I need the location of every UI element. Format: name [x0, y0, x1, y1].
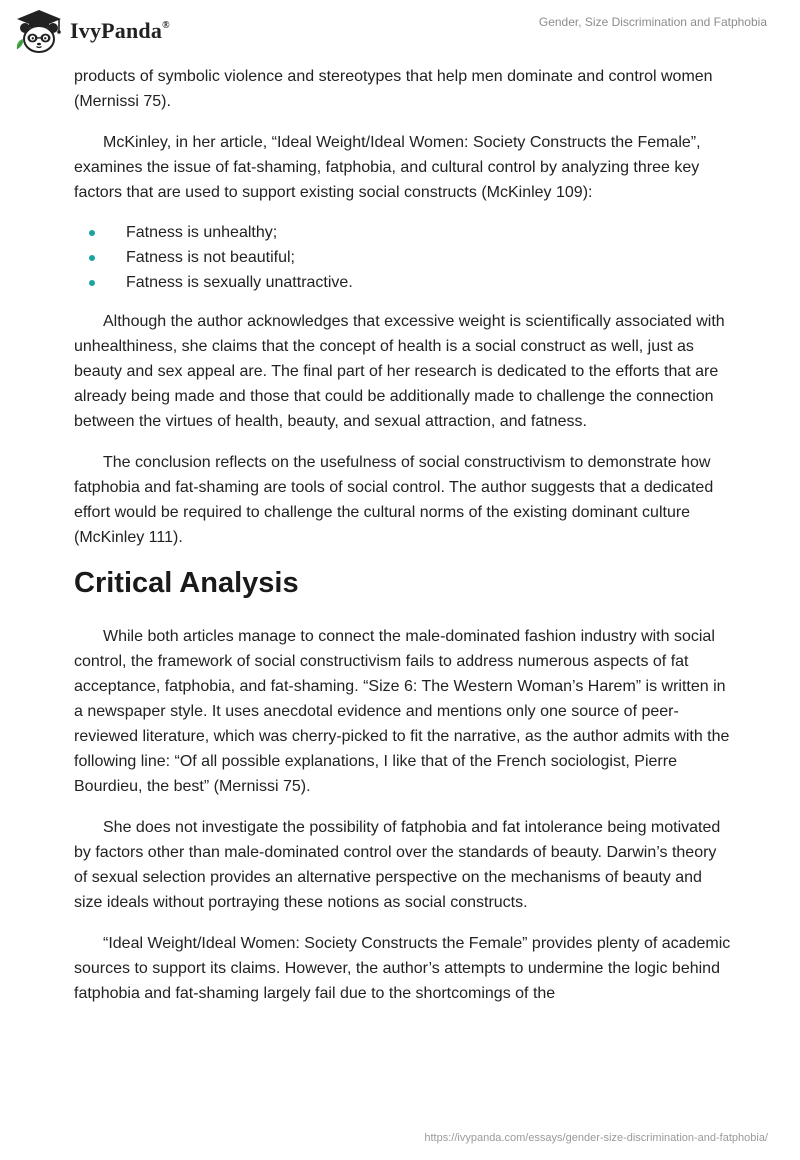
list-item-text: Fatness is unhealthy; — [126, 224, 278, 241]
list-item — [74, 245, 734, 270]
essay-content — [74, 64, 734, 1022]
logo-name: IvyPanda — [70, 18, 163, 43]
page-header — [0, 0, 800, 66]
source-url[interactable]: https://ivypanda.com/essays/gender-size-discrimination-and-fatphobia/ — [424, 1132, 768, 1144]
list-item — [74, 220, 734, 245]
paragraph: products of symbolic violence and stereotypes that help men dominate and control women (Mernissi 75). — [74, 68, 713, 110]
bullet-icon — [89, 255, 95, 261]
bullet-icon — [89, 280, 95, 286]
bullet-icon — [89, 230, 95, 236]
paragraph: Although the author acknowledges that excessive weight is scientifically associated with unhealthiness, she claims that the concept of health is a social construct as well, just as beauty and sex appeal are. The final part of her research is dedicated to the efforts that are already being made and those that could be additionally made to challenge the connection between the virtues of health, beauty, and sexual attraction, and fatness. — [74, 313, 725, 430]
logo-text — [70, 18, 170, 44]
paragraph: The conclusion reflects on the usefulness of social constructivism to demonstrate how fatphobia and fat-shaming are tools of social control. The author suggests that a dedicated effort would be required to challenge the cultural norms of the existing dominant culture (McKinley 111). — [74, 454, 714, 546]
logo-registered-mark: ® — [162, 20, 170, 31]
paragraph: “Ideal Weight/Ideal Women: Society Constructs the Female” provides plenty of academic sources to support its claims. However, the author’s attempts to undermine the logic behind fatphobia and fat-shaming largely fail due to the shortcomings of the — [74, 935, 731, 1002]
ivypanda-logo[interactable] — [14, 9, 170, 53]
panda-graduate-icon — [14, 9, 64, 53]
list-item-text: Fatness is sexually unattractive. — [126, 274, 353, 291]
paragraph: She does not investigate the possibility of fatphobia and fat intolerance being motivated by factors other than male-dominated control over the standards of beauty. Darwin’s theory of sexual selection provides an alternative perspective on the mechanisms of beauty and size ideals without portraying these notions as social constructs. — [74, 819, 721, 911]
document-title: Gender, Size Discrimination and Fatphobia — [538, 15, 767, 29]
factors-list — [74, 220, 734, 295]
paragraph: McKinley, in her article, “Ideal Weight/Ideal Women: Society Constructs the Female”, examines the issue of fat-shaming, fatphobia, and cultural control by analyzing three key factors that are used to support existing social constructs (McKinley 109): — [74, 134, 701, 201]
paragraph: While both articles manage to connect the male-dominated fashion industry with social control, the framework of social constructivism fails to address numerous aspects of fat acceptance, fatphobia, and fat-shaming. “Size 6: The Western Woman’s Harem” is written in a newspaper style. It uses anecdotal evidence and mentions only one source of peer-reviewed literature, which was cherry-picked to fit the narrative, as the author admits with the following line: “Of all possible explanations, I like that of the French sociologist, Pierre Bourdieu, the best” (Mernissi 75). — [74, 628, 730, 795]
section-heading: Critical Analysis — [74, 567, 299, 599]
list-item-text: Fatness is not beautiful; — [126, 249, 295, 266]
list-item — [74, 270, 734, 295]
